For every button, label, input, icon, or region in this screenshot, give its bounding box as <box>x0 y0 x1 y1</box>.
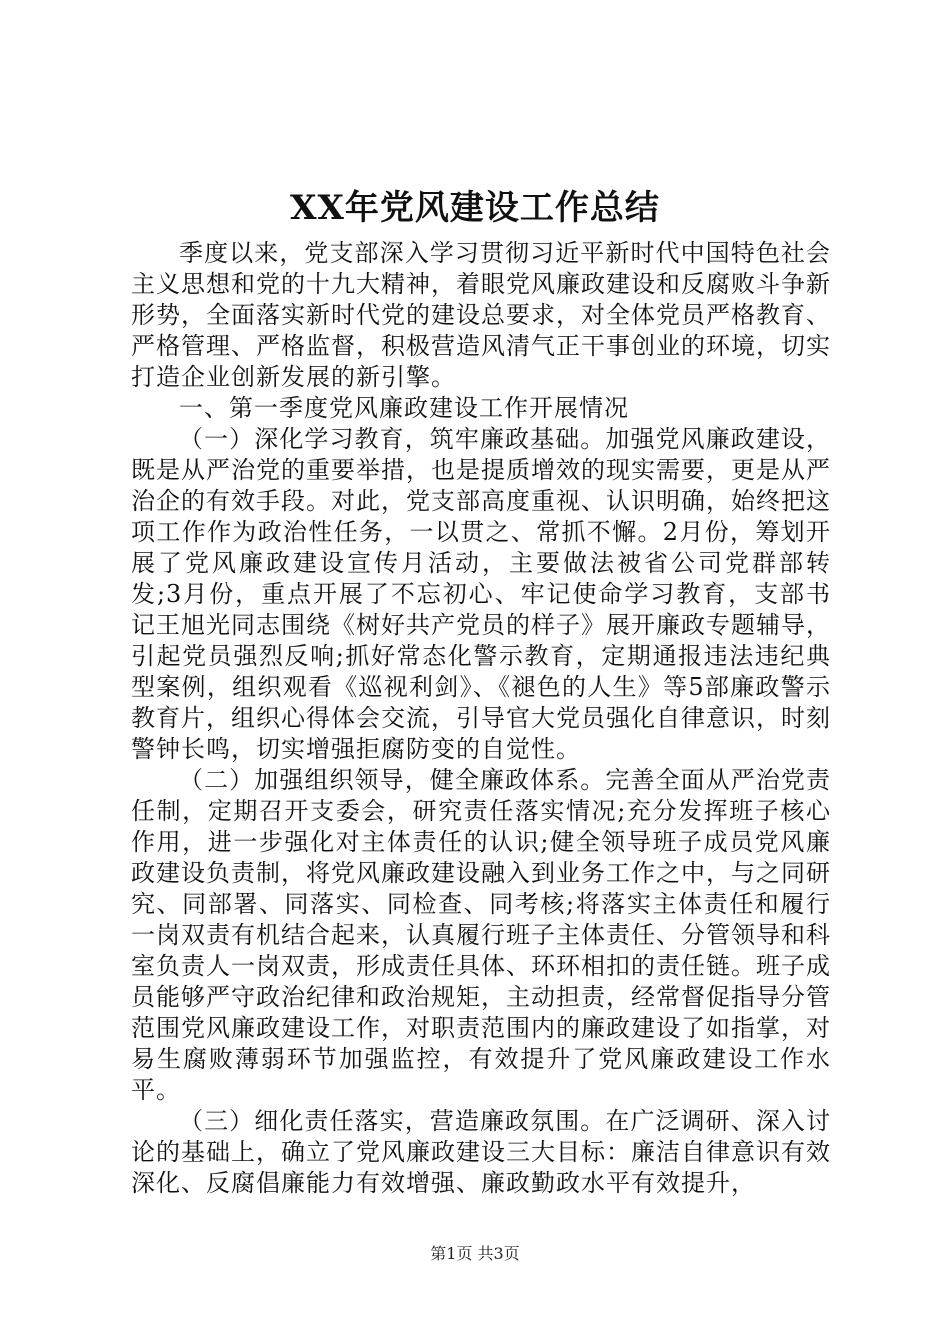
document-title: XX年党风建设工作总结 <box>290 188 660 228</box>
body-paragraph: （二）加强组织领导，健全廉政体系。完善全面从严治党责任制，定期召开支委会，研究责任落实情况;充分发挥班子核心作用，进一步强化对主体责任的认识;健全领导班子成员党风廉政建设负责制，将党风廉政建设融入到业务工作之中，与之同研究、同部署、同落实、同检查、同考核;将落实主体责任和履行一岗双责有机结合起来，认真履行班子主体责任、分管领导和科室负责人一岗双责，形成责任具体、环环相扣的责任链。班子成员能够严守政治纪律和政治规矩，主动担责，经常督促指导分管范围党风廉政建设工作，对职责范围内的廉政建设了如指掌，对易生腐败薄弱环节加强监控，有效提升了党风廉政建设工作水平。 <box>131 766 831 1104</box>
page-number-footer: 第1页 共3页 <box>430 1244 520 1263</box>
intro-paragraph: 季度以来，党支部深入学习贯彻习近平新时代中国特色社会主义思想和党的十九大精神，着眼党风廉政建设和反腐败斗争新形势，全面落实新时代党的建设总要求，对全体党员严格教育、严格管理、严格监督，积极营造风清气正干事创业的环境，切实打造企业创新发展的新引擎。 <box>131 239 831 391</box>
body-paragraph: （三）细化责任落实，营造廉政氛围。在广泛调研、深入讨论的基础上，确立了党风廉政建设三大目标：廉洁自律意识有效深化、反腐倡廉能力有效增强、廉政勤政水平有效提升， <box>131 1107 831 1197</box>
section-heading: 一、第一季度党风廉政建设工作开展情况 <box>179 394 629 422</box>
body-paragraph: （一）深化学习教育，筑牢廉政基础。加强党风廉政建设，既是从严治党的重要举措，也是提质增效的现实需要，更是从严治企的有效手段。对此，党支部高度重视、认识明确，始终把这项工作作为政治性任务，一以贯之、常抓不懈。2月份，筹划开展了党风廉政建设宣传月活动，主要做法被省公司党群部转发;3月份，重点开展了不忘初心、牢记使命学习教育，支部书记王旭光同志围绕《树好共产党员的样子》展开廉政专题辅导，引起党员强烈反响;抓好常态化警示教育，定期通报违法违纪典型案例，组织观看《巡视利剑》、《褪色的人生》等5部廉政警示教育片，组织心得体会交流，引导官大党员强化自律意识，时刻警钟长鸣，切实增强拒腐防变的自觉性。 <box>131 425 831 763</box>
document-body <box>131 238 831 1199</box>
